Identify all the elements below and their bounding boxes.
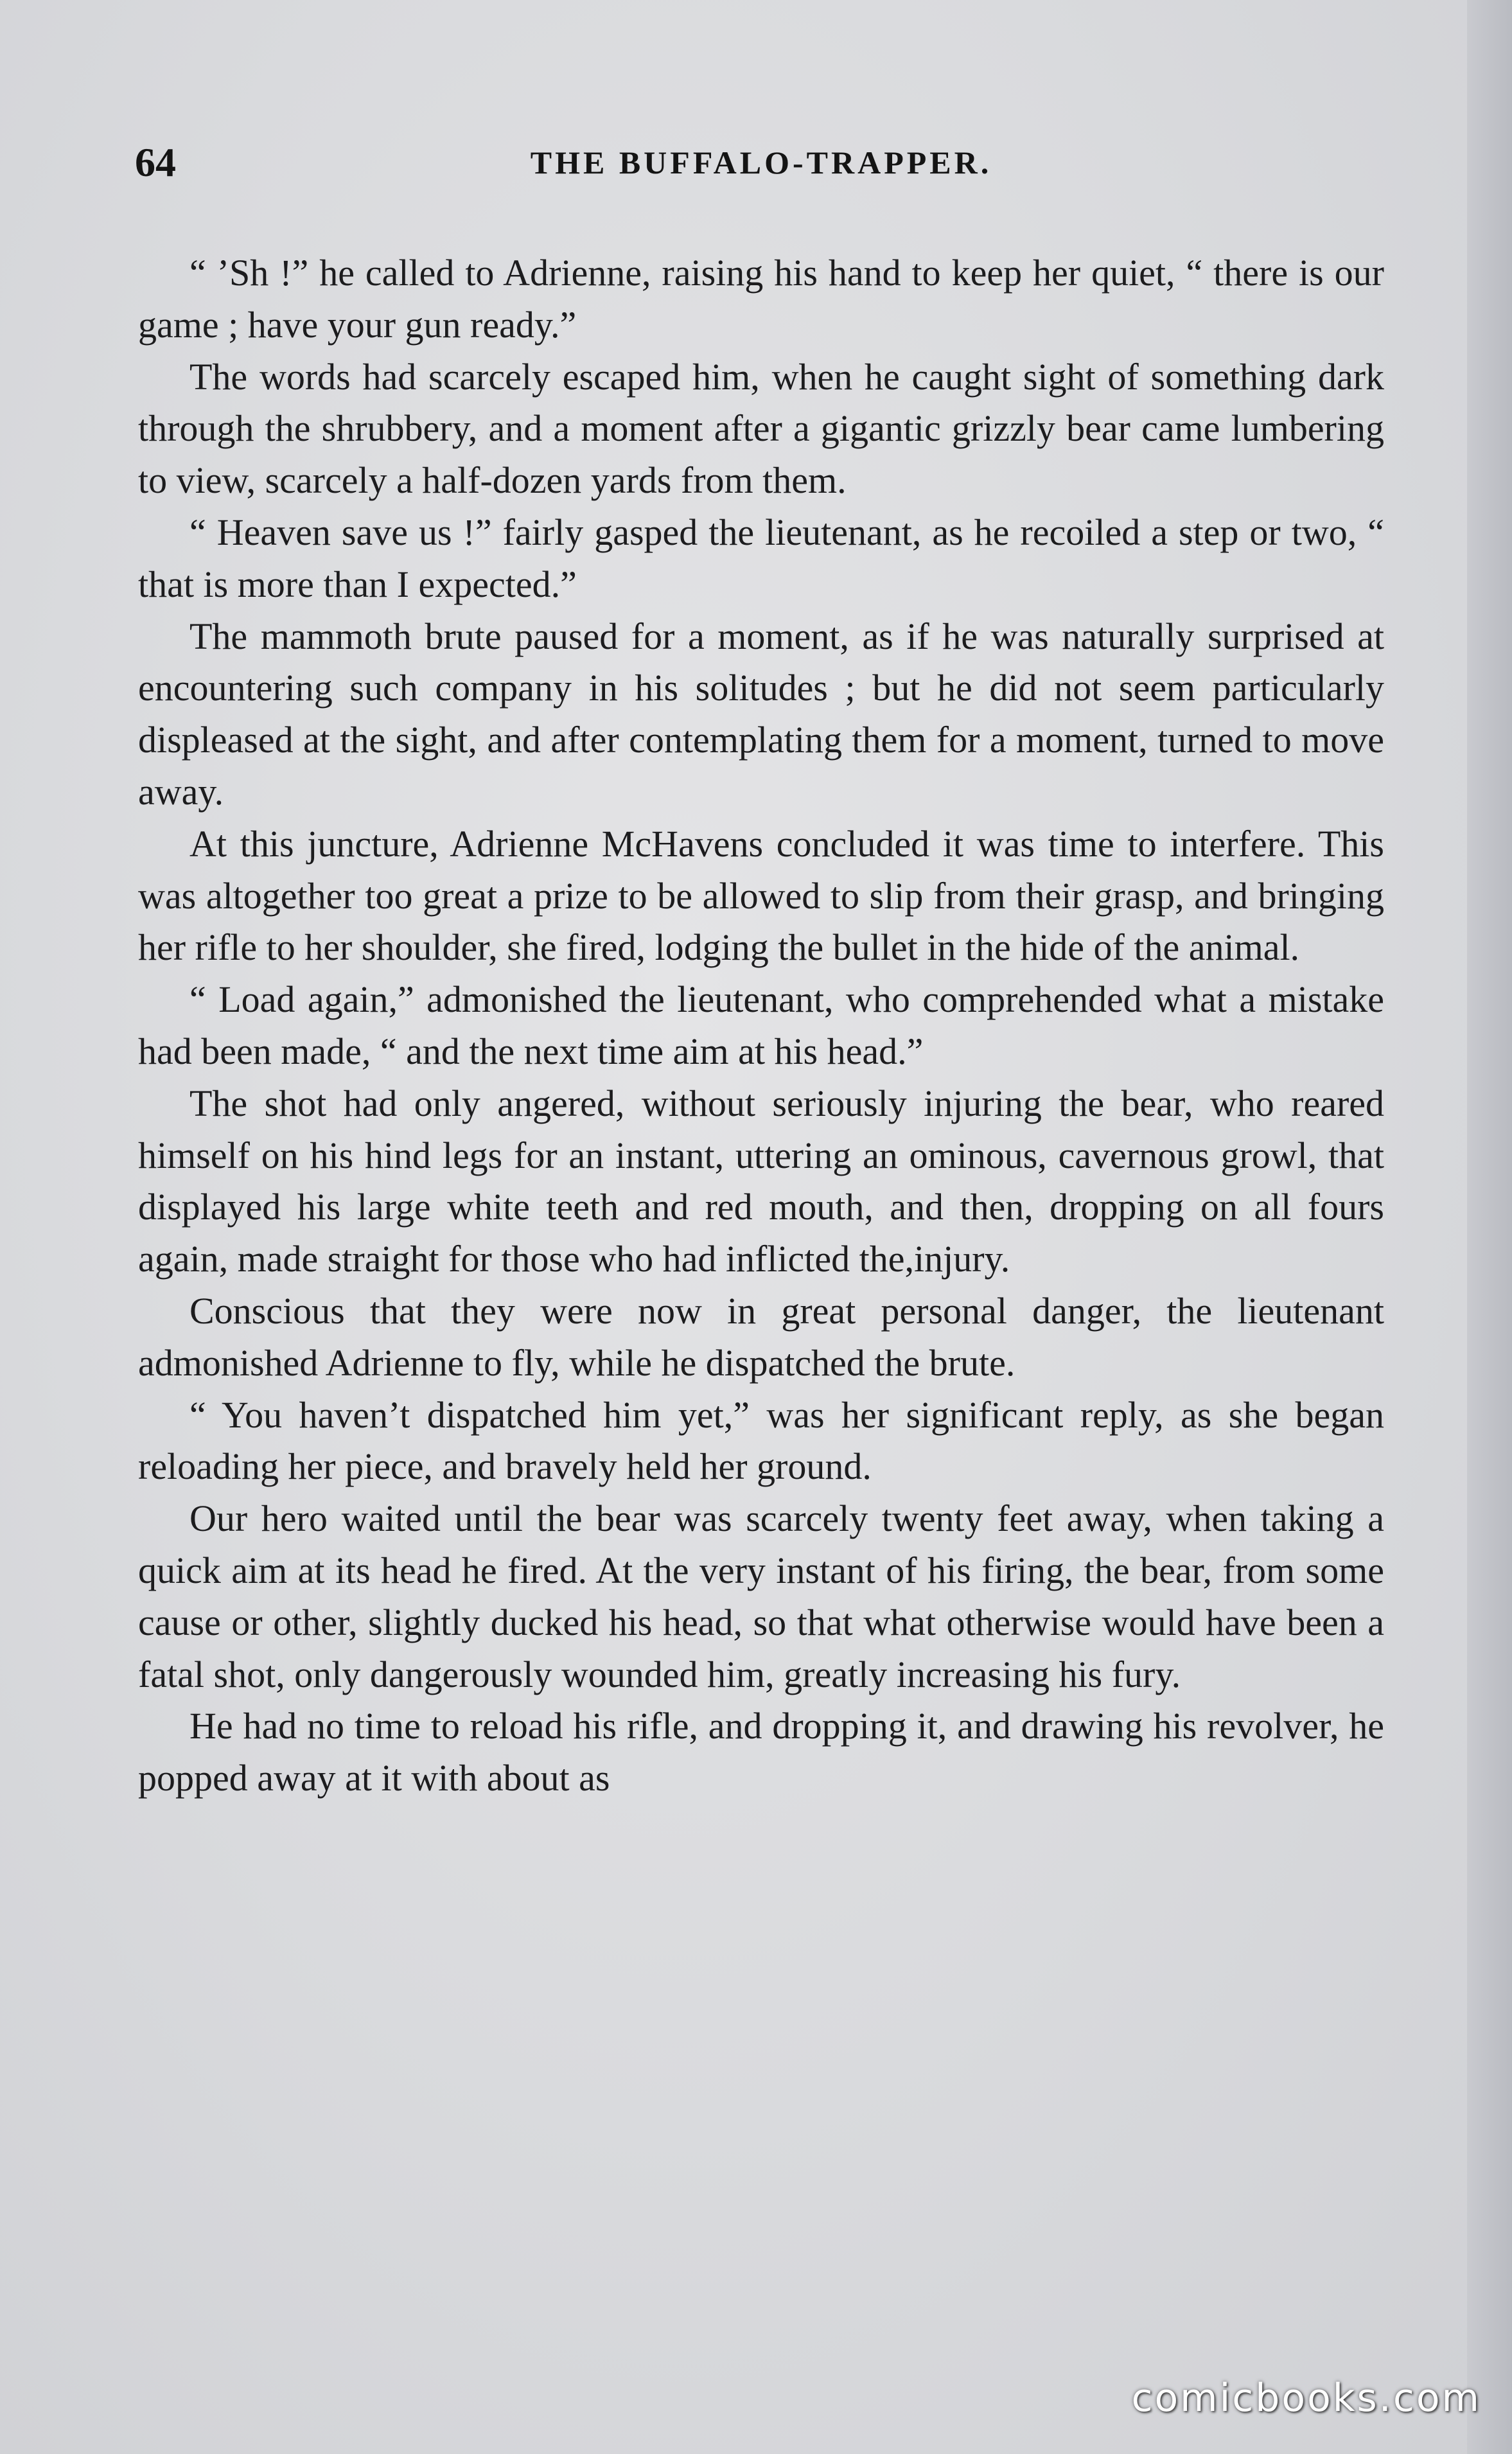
body-text	[138, 247, 1384, 1805]
paragraph: “ Heaven save us !” fairly gasped the lieutenant, as he recoiled a step or two, “ that is more than I expected.”	[138, 511, 1384, 605]
paragraph: The words had scarcely escaped him, when he caught sight of something dark through the shrubbery, and a moment after a gigantic grizzly bear came lumbering to view, scarcely a half-dozen yards from them.	[138, 355, 1384, 502]
watermark: comicbooks.com	[1131, 2376, 1481, 2421]
paragraph: “ ’Sh !” he called to Adrienne, raising his hand to keep her quiet, “ there is our game ; have your gun ready.”	[138, 252, 1384, 346]
page-header	[135, 134, 1387, 191]
paragraph: The mammoth brute paused for a moment, as if he was naturally surprised at encountering such company in his solitudes ; but he did not seem particularly displeased at the sight, and after contemplating them for a moment, turned to move away.	[138, 615, 1384, 813]
paragraph: “ You haven’t dispatched him yet,” was her significant reply, as she began reloading her piece, and bravely held her ground.	[138, 1393, 1384, 1488]
paragraph: Our hero waited until the bear was scarcely twenty feet away, when taking a quick aim at its head he fired. At the very instant of his firing, the bear, from some cause or other, slightly ducked his head, so that what otherwise would have been a fatal shot, only dangerously wounded him, greatly increasing his fury.	[138, 1497, 1384, 1695]
page-edge	[1467, 0, 1512, 2454]
running-title: THE BUFFALO-TRAPPER.	[530, 145, 992, 181]
page-number: 64	[135, 139, 176, 185]
paragraph: At this juncture, Adrienne McHavens concluded it was time to interfere. This was altogether too great a prize to be allowed to slip from their grasp, and bringing her rifle to her shoulder, she fired, lodging the bullet in the hide of the animal.	[138, 822, 1384, 969]
paragraph: The shot had only angered, without seriously injuring the bear, who reared himself on his hind legs for an instant, uttering an ominous, cavernous growl, that displayed his large white teeth and red mouth, and then, dropping on all fours again, made straight for those who had inflicted the,injury.	[138, 1082, 1384, 1280]
paragraph: He had no time to reload his rifle, and dropping it, and drawing his revolver, he popped away at it with about as	[138, 1705, 1384, 1799]
paragraph: Conscious that they were now in great personal danger, the lieutenant admonished Adrienne to fly, while he dispatched the brute.	[138, 1289, 1384, 1384]
paragraph: “ Load again,” admonished the lieutenant, who comprehended what a mistake had been made, “ and the next time aim at his head.”	[138, 978, 1384, 1072]
